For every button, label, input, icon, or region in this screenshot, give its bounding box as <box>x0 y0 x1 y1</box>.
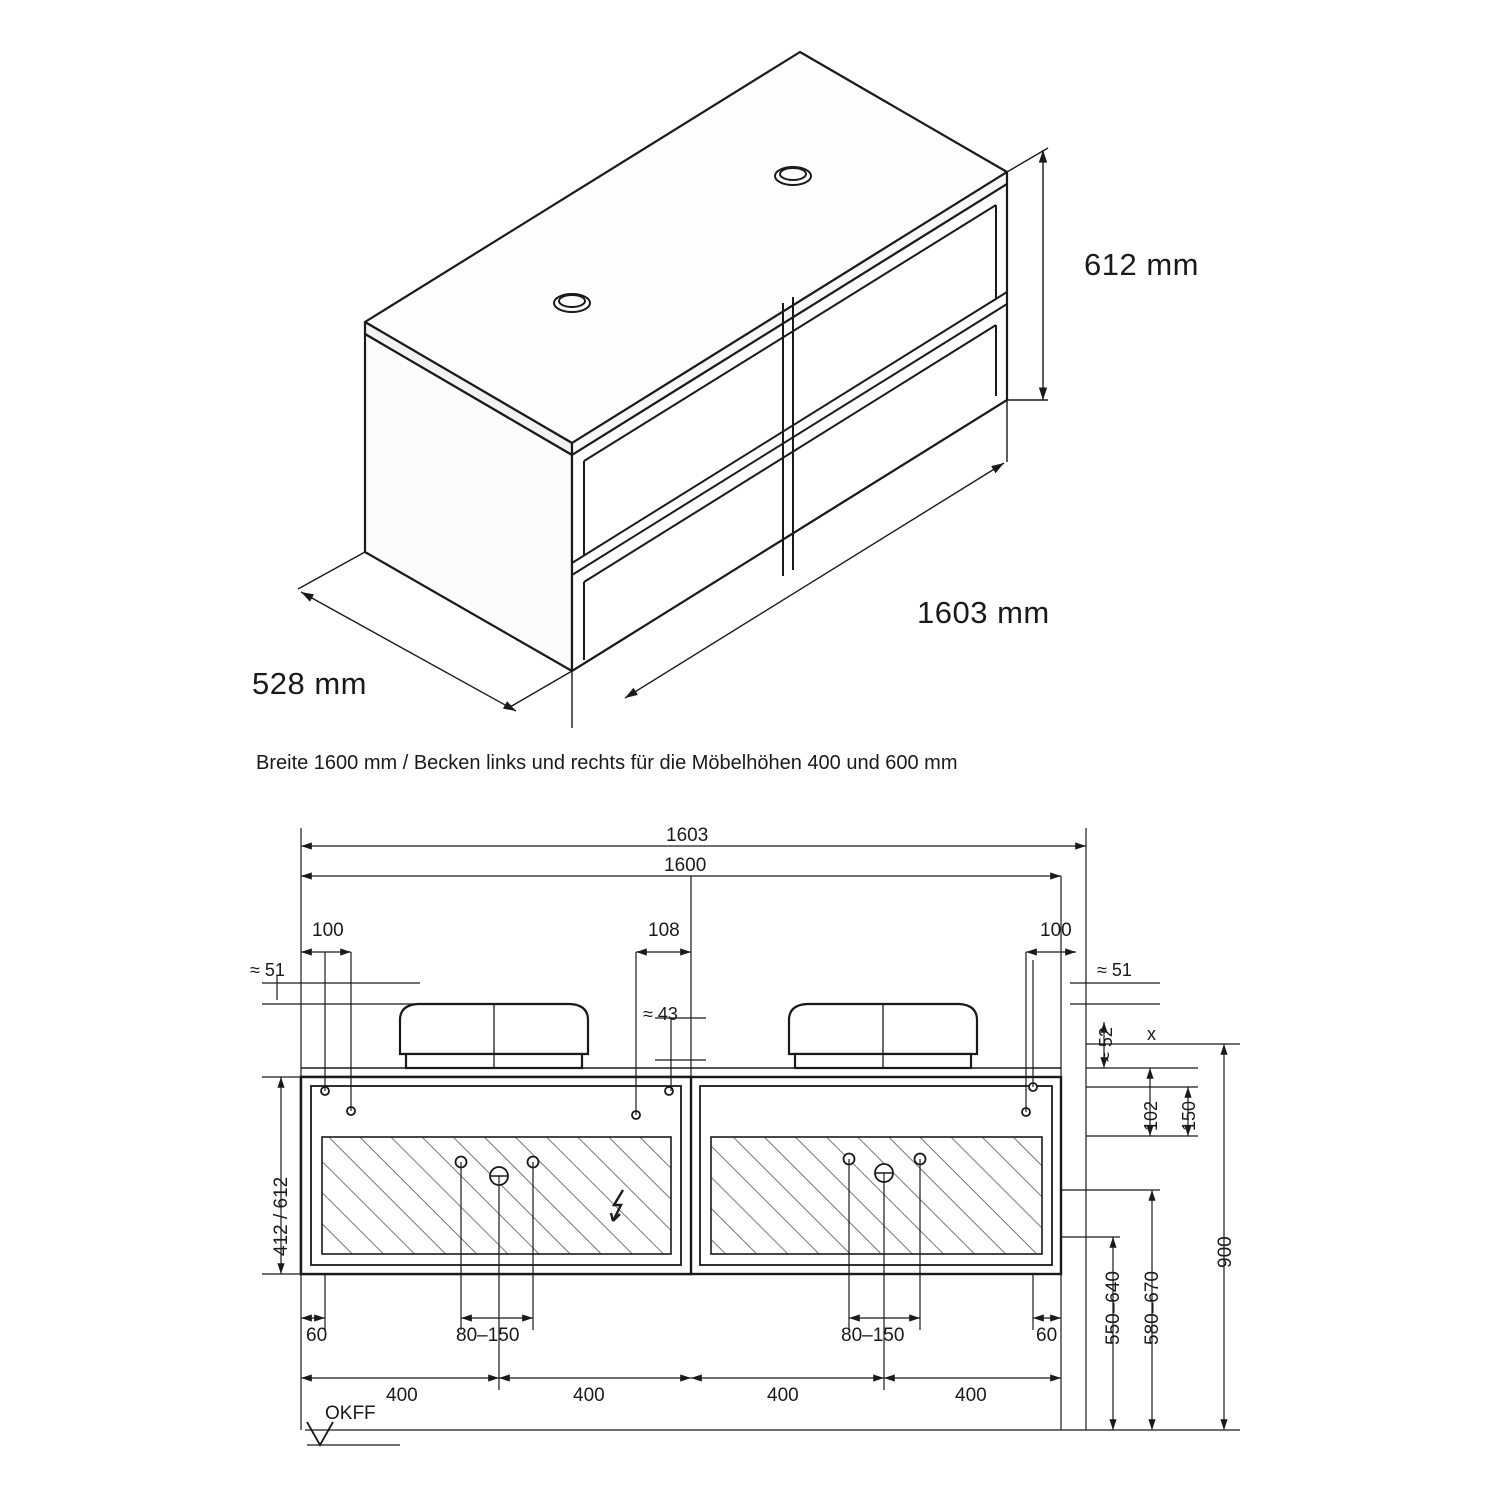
dim-right-basin-height: ≈ 51 <box>1097 960 1132 980</box>
dim-center-drop: ≈ 43 <box>643 1004 678 1024</box>
dim-right-inset: 100 <box>1040 920 1072 941</box>
dim-left-basin-height: ≈ 51 <box>250 960 285 980</box>
floor-level-label: OKFF <box>325 1403 376 1424</box>
dim-550-640: 550–640 <box>1103 1271 1124 1345</box>
dim-x-marker: x <box>1147 1024 1156 1044</box>
dim-width-3: 400 <box>767 1385 799 1406</box>
dim-right-small: ≈ 52 <box>1096 1027 1116 1062</box>
dim-overall-outer: 1603 <box>666 825 709 846</box>
dim-900: 900 <box>1215 1236 1236 1268</box>
dim-580-670: 580–670 <box>1142 1271 1163 1345</box>
dim-cabinet-height: 412 / 612 <box>271 1176 292 1256</box>
dim-150: 150 <box>1179 1100 1199 1131</box>
dim-left-waste: 80–150 <box>456 1325 520 1346</box>
dim-width-2: 400 <box>573 1385 605 1406</box>
iso-width-label: 1603 mm <box>917 595 1050 630</box>
elevation-basins <box>400 1004 977 1068</box>
dim-left-edge-60: 60 <box>306 1325 328 1346</box>
dim-right-waste: 80–150 <box>841 1325 905 1346</box>
isometric-cabinet <box>365 52 1007 671</box>
iso-depth-label: 528 mm <box>252 666 367 701</box>
dim-left-inset: 100 <box>312 920 344 941</box>
dim-overall-inner: 1600 <box>664 855 707 876</box>
dim-102: 102 <box>1141 1100 1161 1131</box>
dim-width-4: 400 <box>955 1385 987 1406</box>
dim-center-inset: 108 <box>648 920 680 941</box>
drawing-caption: Breite 1600 mm / Becken links und rechts für die Möbelhöhen 400 und 600 mm <box>256 752 958 774</box>
dim-right-edge-60: 60 <box>1036 1325 1058 1346</box>
iso-height-label: 612 mm <box>1084 247 1199 282</box>
dim-width-1: 400 <box>386 1385 418 1406</box>
